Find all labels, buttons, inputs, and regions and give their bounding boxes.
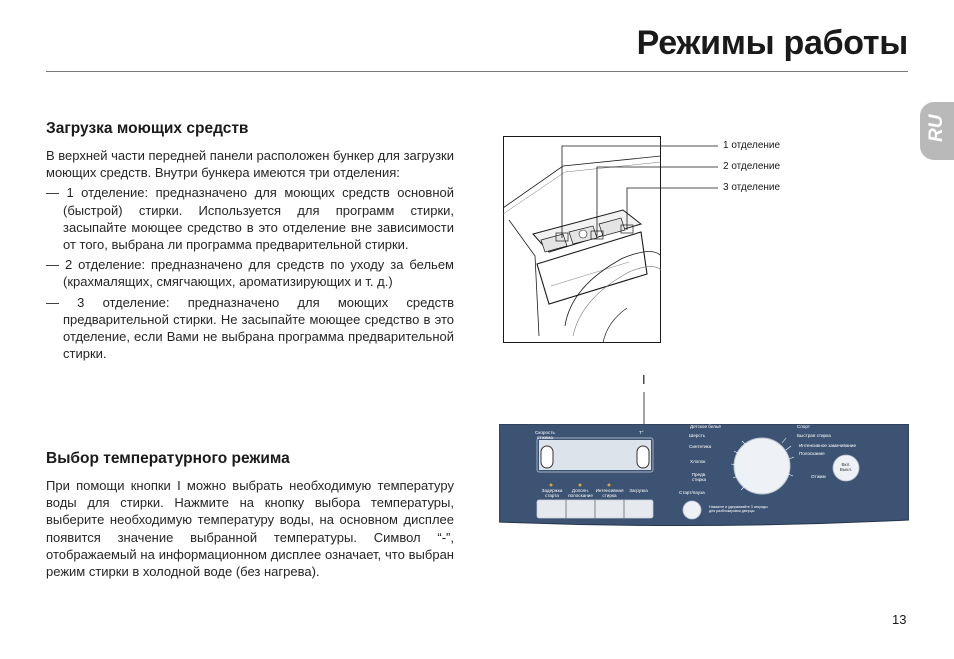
section-body-temperature (46, 477, 454, 580)
program-rinse-label: Полоскание (799, 451, 825, 456)
section-heading-temperature: Выбор температурного режима (46, 450, 290, 467)
temperature-button-marker: I (642, 372, 646, 387)
intensive-wash-label: Интенсивная стирка (595, 488, 624, 499)
program-synthetic-label: Синтетика (689, 444, 712, 449)
power-label: Вкл. Выкл. (839, 462, 853, 473)
list-item-compartment-3: — 3 отделение: предназначено для моющих средств предварительной стирки. Не засыпайте моющее средство в это отделение, если Вами не выбрана программа предварительной стирки. (46, 294, 454, 362)
list-item-compartment-1: — 1 отделение: предназначено для моющих средств основной (быстрой) стирки. Используется для программ стирки, засыпайте моющее средство в это отделение вне зависимости от того, выбрана ли программа предварительной стирки. (46, 185, 454, 253)
program-cotton-label: Хлопок (690, 459, 706, 464)
list-item-compartment-2: — 2 отделение: предназначено для средств по уходу за бельем (крахмалящих, смягчающих, ароматизирующих и т. д.) (46, 257, 454, 290)
paragraph-temperature: При помощи кнопки I можно выбрать необходимую температуру воды для стирки. Нажмите на кнопку выбора температуры, выберите необходимую температуру воды, на основном дисплее появится значение выбранной температуры. Символ “-”, отображаемый на информационном дисплее означает, что выбран режим стирки в холодной воде (без нагрева). (46, 478, 454, 580)
callout-compartment-2: 2 отделение (723, 161, 781, 172)
program-prewash-label: Предв. стирка (691, 472, 707, 483)
callout-compartment-3: 3 отделение (723, 182, 781, 193)
control-panel-illustration (499, 424, 909, 527)
page-title: Режимы работы (636, 24, 908, 62)
spin-speed-label: Скорость отжима (535, 430, 555, 441)
program-quick-label: Быстрая стирка (797, 433, 831, 438)
language-tab (920, 102, 954, 160)
temperature-label: T° (639, 430, 644, 435)
section-heading-detergent: Загрузка моющих средств (46, 120, 249, 137)
detergent-drawer-illustration (503, 136, 661, 343)
program-soak-label: Интенсивное замачивание (799, 443, 857, 448)
program-spin-label: Отжим (811, 474, 826, 479)
extra-rinse-label: Дополн. полоскание (568, 488, 593, 499)
program-sport-label: Спорт (797, 424, 810, 429)
paragraph-intro: В верхней части передней панели расположен бункер для загрузки моющих средств. Внутри бункера имеются три отделения: (46, 148, 454, 181)
program-baby-label: Детское бельё (690, 424, 721, 429)
load-label: Загрузка (629, 488, 648, 493)
program-wool-label: Шерсть (689, 433, 706, 438)
delay-start-label: Задержка старта (541, 488, 563, 499)
callout-compartment-1: 1 отделение (723, 140, 781, 151)
page-number: 13 (892, 612, 907, 627)
language-tab-label: RU (926, 114, 947, 142)
start-pause-label: Старт/пауза (679, 490, 705, 495)
section-body-detergent (46, 147, 454, 362)
title-divider (46, 71, 908, 72)
door-unlock-note: Нажмите и удерживайте 3 секунды для разблокировки дверцы (709, 505, 768, 514)
